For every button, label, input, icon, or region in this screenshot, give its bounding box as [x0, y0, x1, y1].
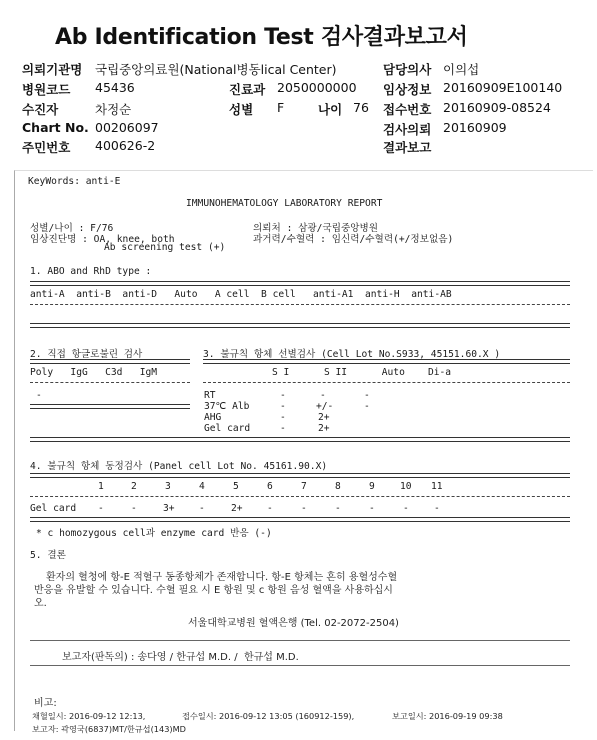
header-label-doctor: 담당의사 — [383, 62, 432, 77]
screening-auto: - — [364, 390, 370, 401]
remark-label: 비고: — [34, 698, 57, 709]
header-value-dept: 2050000000 — [277, 80, 357, 95]
screening-s2: 2+ — [318, 412, 330, 423]
panel-cell-number: 8 — [335, 481, 341, 492]
panel-cell-number: 1 — [98, 481, 104, 492]
section-5-title: 5. 결론 — [30, 550, 66, 561]
receipt-time: 접수일시: 2016-09-12 13:05 (160912-159), — [182, 711, 355, 721]
report-time: 보고일시: 2016-09-19 09:38 — [392, 711, 503, 721]
header-value-chart: 00206097 — [95, 120, 159, 135]
header-value-sex: F — [277, 100, 285, 115]
panel-cell-number: 6 — [267, 481, 273, 492]
diagnosis-2: Ab screening test (+) — [104, 242, 226, 253]
panel-cell-number: 7 — [301, 481, 307, 492]
screening-s1: - — [280, 401, 286, 412]
section-1-title: 1. ABO and RhD type : — [30, 266, 152, 277]
header-label-patient: 수진자 — [22, 102, 59, 117]
header-label-org: 의뢰기관명 — [22, 62, 83, 77]
panel-result: - — [403, 503, 409, 514]
screening-s2: 2+ — [318, 423, 330, 434]
screening-columns: S I S II Auto Di-a — [272, 367, 452, 378]
section-4-title: 4. 불규칙 항체 동정검사 (Panel cell Lot No. 45161.90.X) — [30, 461, 328, 472]
header-value-receipt: 20160909-08524 — [443, 100, 551, 115]
divider — [30, 323, 570, 328]
divider — [30, 359, 190, 364]
panel-cell-number: 11 — [431, 481, 443, 492]
panel-cell-number: 10 — [400, 481, 412, 492]
panel-result: - — [335, 503, 341, 514]
screening-s2: +/- — [316, 401, 334, 412]
screening-phase: AHG — [204, 412, 222, 423]
divider — [30, 665, 570, 666]
screening-s2: - — [320, 390, 326, 401]
header-value-hospital-code: 45436 — [95, 80, 135, 95]
divider — [30, 496, 570, 497]
header-value-org: 국립중앙의료원(National병동lical Center) — [95, 62, 337, 77]
reporter: 보고자(판독의) : 송다영 / 한규섭 M.D. / 한규섭 M.D. — [62, 652, 299, 663]
divider — [30, 382, 190, 383]
divider — [30, 304, 570, 305]
divider — [30, 404, 190, 409]
panel-result: - — [131, 503, 137, 514]
abo-columns: anti-A anti-B anti-D Auto A cell B cell anti-A1 anti-H anti-AB — [30, 289, 452, 300]
section-2-title: 2. 직접 항글로불린 검사 — [30, 349, 143, 360]
collection-time: 채혈일시: 2016-09-12 12:13, — [32, 711, 146, 721]
panel-cell-number: 4 — [199, 481, 205, 492]
conclusion-line: 반응을 유발할 수 있습니다. 수혈 필요 시 E 항원 및 c 항원 음성 혈액을 사용하십시 — [34, 585, 393, 596]
scanned-report — [14, 170, 593, 731]
screening-s1: - — [280, 412, 286, 423]
header-value-doctor: 이의섭 — [443, 62, 480, 77]
panel-result: - — [369, 503, 375, 514]
lab-report-title: IMMUNOHEMATOLOGY LABORATORY REPORT — [186, 198, 383, 209]
blood-bank: 서울대학교병원 혈액은행 (Tel. 02-2072-2504) — [188, 618, 399, 629]
header-label-age: 나이 — [318, 102, 343, 117]
panel-result: 3+ — [163, 503, 175, 514]
header-label-receipt: 접수번호 — [383, 102, 432, 117]
divider — [203, 359, 570, 364]
header-value-patient: 차정순 — [95, 102, 132, 117]
divider — [203, 382, 570, 383]
divider — [30, 640, 570, 641]
header-value-request: 20160909 — [443, 120, 507, 135]
screening-s1: - — [280, 423, 286, 434]
header-label-chart: Chart No. — [22, 120, 89, 135]
panel-result: - — [434, 503, 440, 514]
panel-cell-number: 3 — [165, 481, 171, 492]
header-label-dept: 진료과 — [229, 82, 266, 97]
header-label-request: 검사의뢰 — [383, 122, 432, 137]
screening-phase: Gel card — [204, 423, 251, 434]
panel-result: - — [98, 503, 104, 514]
history: 과거력/수혈력 : 임신력/수혈력(+/정보없음) — [253, 234, 454, 245]
reporter-footer: 보고자: 곽영국(6837)MT/한규섭(143)MD — [32, 724, 186, 734]
header-value-clinical: 20160909E100140 — [443, 80, 563, 95]
conclusion-line: 오. — [34, 598, 47, 609]
divider — [30, 473, 570, 478]
dat-columns: Poly IgG C3d IgM — [30, 367, 158, 378]
screening-phase: RT — [204, 390, 216, 401]
divider — [30, 437, 570, 442]
page-title: Ab Identification Test 검사결과보고서 — [55, 25, 468, 50]
screening-s1: - — [280, 390, 286, 401]
dat-value: - — [36, 390, 42, 401]
panel-result: 2+ — [231, 503, 243, 514]
panel-result: - — [267, 503, 273, 514]
keywords: KeyWords: anti-E — [28, 176, 121, 187]
divider — [30, 281, 570, 286]
header-label-clinical: 임상정보 — [383, 82, 432, 97]
panel-cell-number: 9 — [369, 481, 375, 492]
header-value-id: 400626-2 — [95, 138, 156, 153]
section-3-title: 3. 불규칙 항체 선별검사 (Cell Lot No.S933, 45151.60.X ) — [203, 349, 501, 360]
header-label-hospital-code: 병원코드 — [22, 82, 71, 97]
ordered-by: 의뢰처 : 삼광/국립중앙병원 — [253, 223, 379, 234]
panel-note: * c homozygous cell과 enzyme card 반응 (-) — [36, 528, 272, 539]
panel-cell-number: 5 — [233, 481, 239, 492]
header-value-age: 76 — [353, 100, 369, 115]
header-label-result-report: 결과보고 — [383, 140, 432, 155]
panel-result: - — [301, 503, 307, 514]
diagnosis: 임상진단명 : OA, knee, both — [30, 234, 175, 245]
header-label-sex: 성별 — [229, 102, 254, 117]
panel-row-label: Gel card — [30, 503, 77, 514]
header-label-id: 주민번호 — [22, 140, 71, 155]
screening-auto: - — [364, 401, 370, 412]
panel-result: - — [199, 503, 205, 514]
panel-cell-number: 2 — [131, 481, 137, 492]
screening-phase: 37℃ Alb — [204, 401, 250, 412]
conclusion-line: 환자의 혈청에 항-E 적혈구 동종항체가 존재합니다. 항-E 항체는 흔히 용혈성수혈 — [46, 572, 398, 583]
divider — [30, 517, 570, 522]
sex-age: 성별/나이 : F/76 — [30, 223, 114, 234]
